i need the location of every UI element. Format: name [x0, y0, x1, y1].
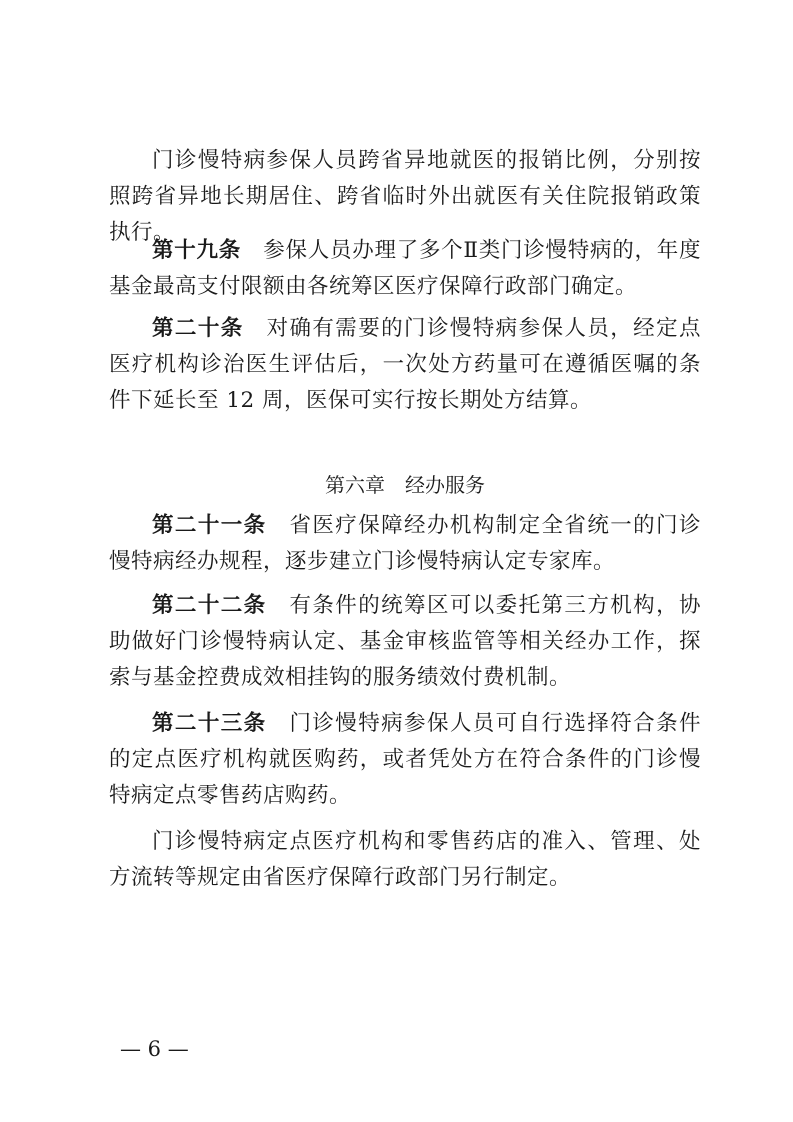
article-text: 省医疗保障经办机构制定全省统一的门诊慢特病经办规程，逐步建立门诊慢特病认定专家库。	[109, 513, 701, 574]
article-number: 第十九条	[152, 238, 241, 263]
article-text: 对确有需要的门诊慢特病参保人员，经定点医疗机构诊治医生评估后，一次处方药量可在遵循医嘱的条件下延长至 12 周，医保可实行按长期处方结算。	[109, 316, 701, 413]
article-text: 参保人员办理了多个Ⅱ类门诊慢特病的，年度基金最高支付限额由各统筹区医疗保障行政部门确定。	[109, 238, 701, 299]
article-22	[109, 588, 701, 696]
paragraph-text: 门诊慢特病定点医疗机构和零售药店的准入、管理、处方流转等规定由省医疗保障行政部门另行制定。	[109, 829, 701, 890]
article-23	[109, 706, 701, 814]
article-20	[109, 311, 701, 419]
article-number: 第二十条	[152, 316, 244, 341]
article-21	[109, 508, 701, 580]
paragraph-text: 门诊慢特病参保人员跨省异地就医的报销比例，分别按照跨省异地长期居住、跨省临时外出就医有关住院报销政策执行。	[109, 148, 701, 245]
chapter-heading: 第六章 经办服务	[325, 473, 485, 497]
paragraph-designated-institutions	[109, 824, 701, 896]
article-text: 有条件的统筹区可以委托第三方机构，协助做好门诊慢特病认定、基金审核监管等相关经办工作，探索与基金控费成效相挂钩的服务绩效付费机制。	[109, 593, 701, 690]
page-number: — 6 —	[120, 1037, 189, 1061]
article-text: 门诊慢特病参保人员可自行选择符合条件的定点医疗机构就医购药，或者凭处方在符合条件的门诊慢特病定点零售药店购药。	[109, 711, 701, 808]
article-number: 第二十一条	[152, 513, 267, 538]
article-number: 第二十三条	[152, 711, 267, 736]
article-19	[109, 233, 701, 305]
article-number: 第二十二条	[152, 593, 267, 618]
